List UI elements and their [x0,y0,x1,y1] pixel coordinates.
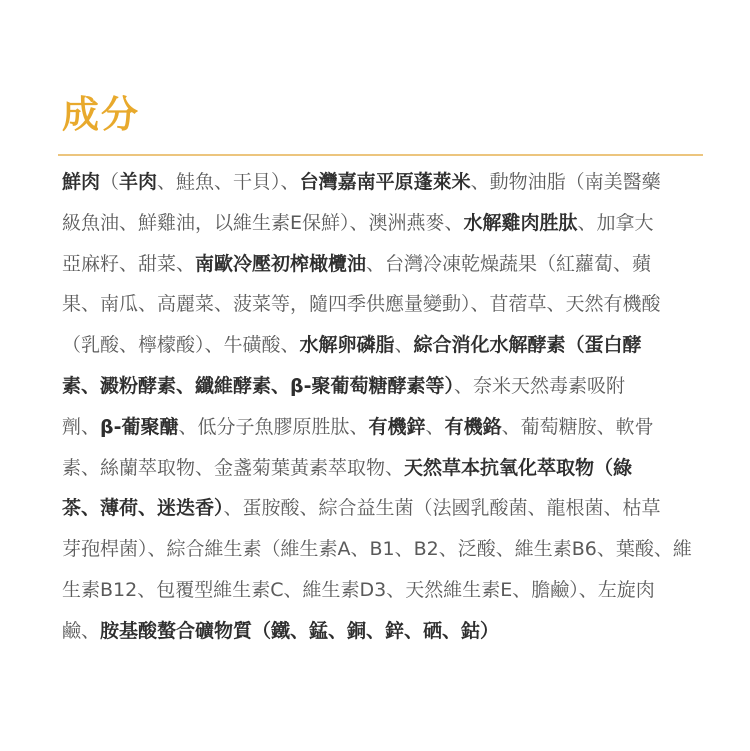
highlighted-ingredient: β-葡聚醣 [100,415,179,438]
highlighted-ingredient: 台灣嘉南平原蓬萊米 [299,171,471,193]
ingredient-line [62,407,694,448]
ingredient-text: 、 [394,334,414,357]
ingredient-line [62,488,694,529]
highlighted-ingredient: 綜合消化水解酵素（蛋白酵 [413,334,642,357]
ingredient-line [62,203,694,244]
ingredient-text: 、葡萄糖胺、軟骨 [501,415,654,438]
ingredient-line [62,529,694,570]
section-title: 成分 [62,93,140,136]
ingredient-text: 級魚油、鮮雞油，以維生素E保鮮）、澳洲燕麥、 [62,211,464,234]
ingredient-text: 、低分子魚膠原胜肽、 [178,415,369,438]
ingredient-line [62,448,694,489]
highlighted-ingredient: 羊肉 [119,171,158,193]
ingredient-text: 鹼、 [62,619,101,642]
highlighted-ingredient: 南歐冷壓初榨橄欖油 [195,252,367,275]
ingredient-text: 、鮭魚、干貝）、 [157,171,300,193]
ingredient-line [62,366,694,407]
highlighted-ingredient: 有機鋅 [368,415,426,438]
highlighted-ingredient: 有機鉻 [444,415,502,438]
highlighted-ingredient: 水解卵磷脂 [299,334,395,357]
ingredient-line [62,611,694,652]
highlighted-ingredient: 茶、薄荷、迷迭香） [62,497,224,520]
ingredient-text: 素、絲蘭萃取物、金盞菊葉黃素萃取物、 [62,456,405,479]
ingredient-text: 劑、 [62,415,101,438]
ingredient-text: 、奈米天然毒素吸附 [454,374,626,397]
ingredient-line [62,570,694,611]
ingredient-text: 、台灣冷凍乾燥蔬果（紅蘿蔔、蘋 [366,252,652,275]
ingredient-line [62,325,694,366]
ingredient-line [62,284,694,325]
highlighted-ingredient: 胺基酸螯合礦物質（鐵、錳、銅、鋅、硒、鈷） [100,619,500,642]
title-divider [58,154,703,156]
ingredient-text: （ [100,171,120,193]
ingredients-paragraph [62,162,694,652]
ingredient-line [62,244,694,285]
highlighted-ingredient: 天然草本抗氧化萃取物（綠 [404,456,633,479]
ingredient-text: 生素B12、包覆型維生素C、維生素D3、天然維生素E、膽鹼）、左旋肉 [62,578,655,601]
ingredient-text: 、蛋胺酸、綜合益生菌（法國乳酸菌、龍根菌、枯草 [223,497,661,520]
ingredient-text: 、 [425,415,445,438]
ingredient-text: 果、南瓜、高麗菜、菠菜等，隨四季供應量變動）、苜蓿草、天然有機酸 [62,293,661,316]
ingredient-text: 、加拿大 [577,211,654,234]
ingredient-text: 芽孢桿菌）、綜合維生素（維生素A、B1、B2、泛酸、維生素B6、葉酸、維 [62,538,692,561]
highlighted-ingredient: 素、澱粉酵素、纖維酵素、β-聚葡萄糖酵素等） [62,374,454,397]
highlighted-ingredient: 水解雞肉胜肽 [463,211,578,234]
ingredient-text: 、動物油脂（南美醫藥 [470,171,661,193]
ingredient-text: 亞麻籽、甜菜、 [62,252,196,275]
ingredient-text: （乳酸、檸檬酸）、牛磺酸、 [62,334,300,357]
highlighted-ingredient: 鮮肉 [62,171,101,193]
ingredient-line [62,162,694,203]
